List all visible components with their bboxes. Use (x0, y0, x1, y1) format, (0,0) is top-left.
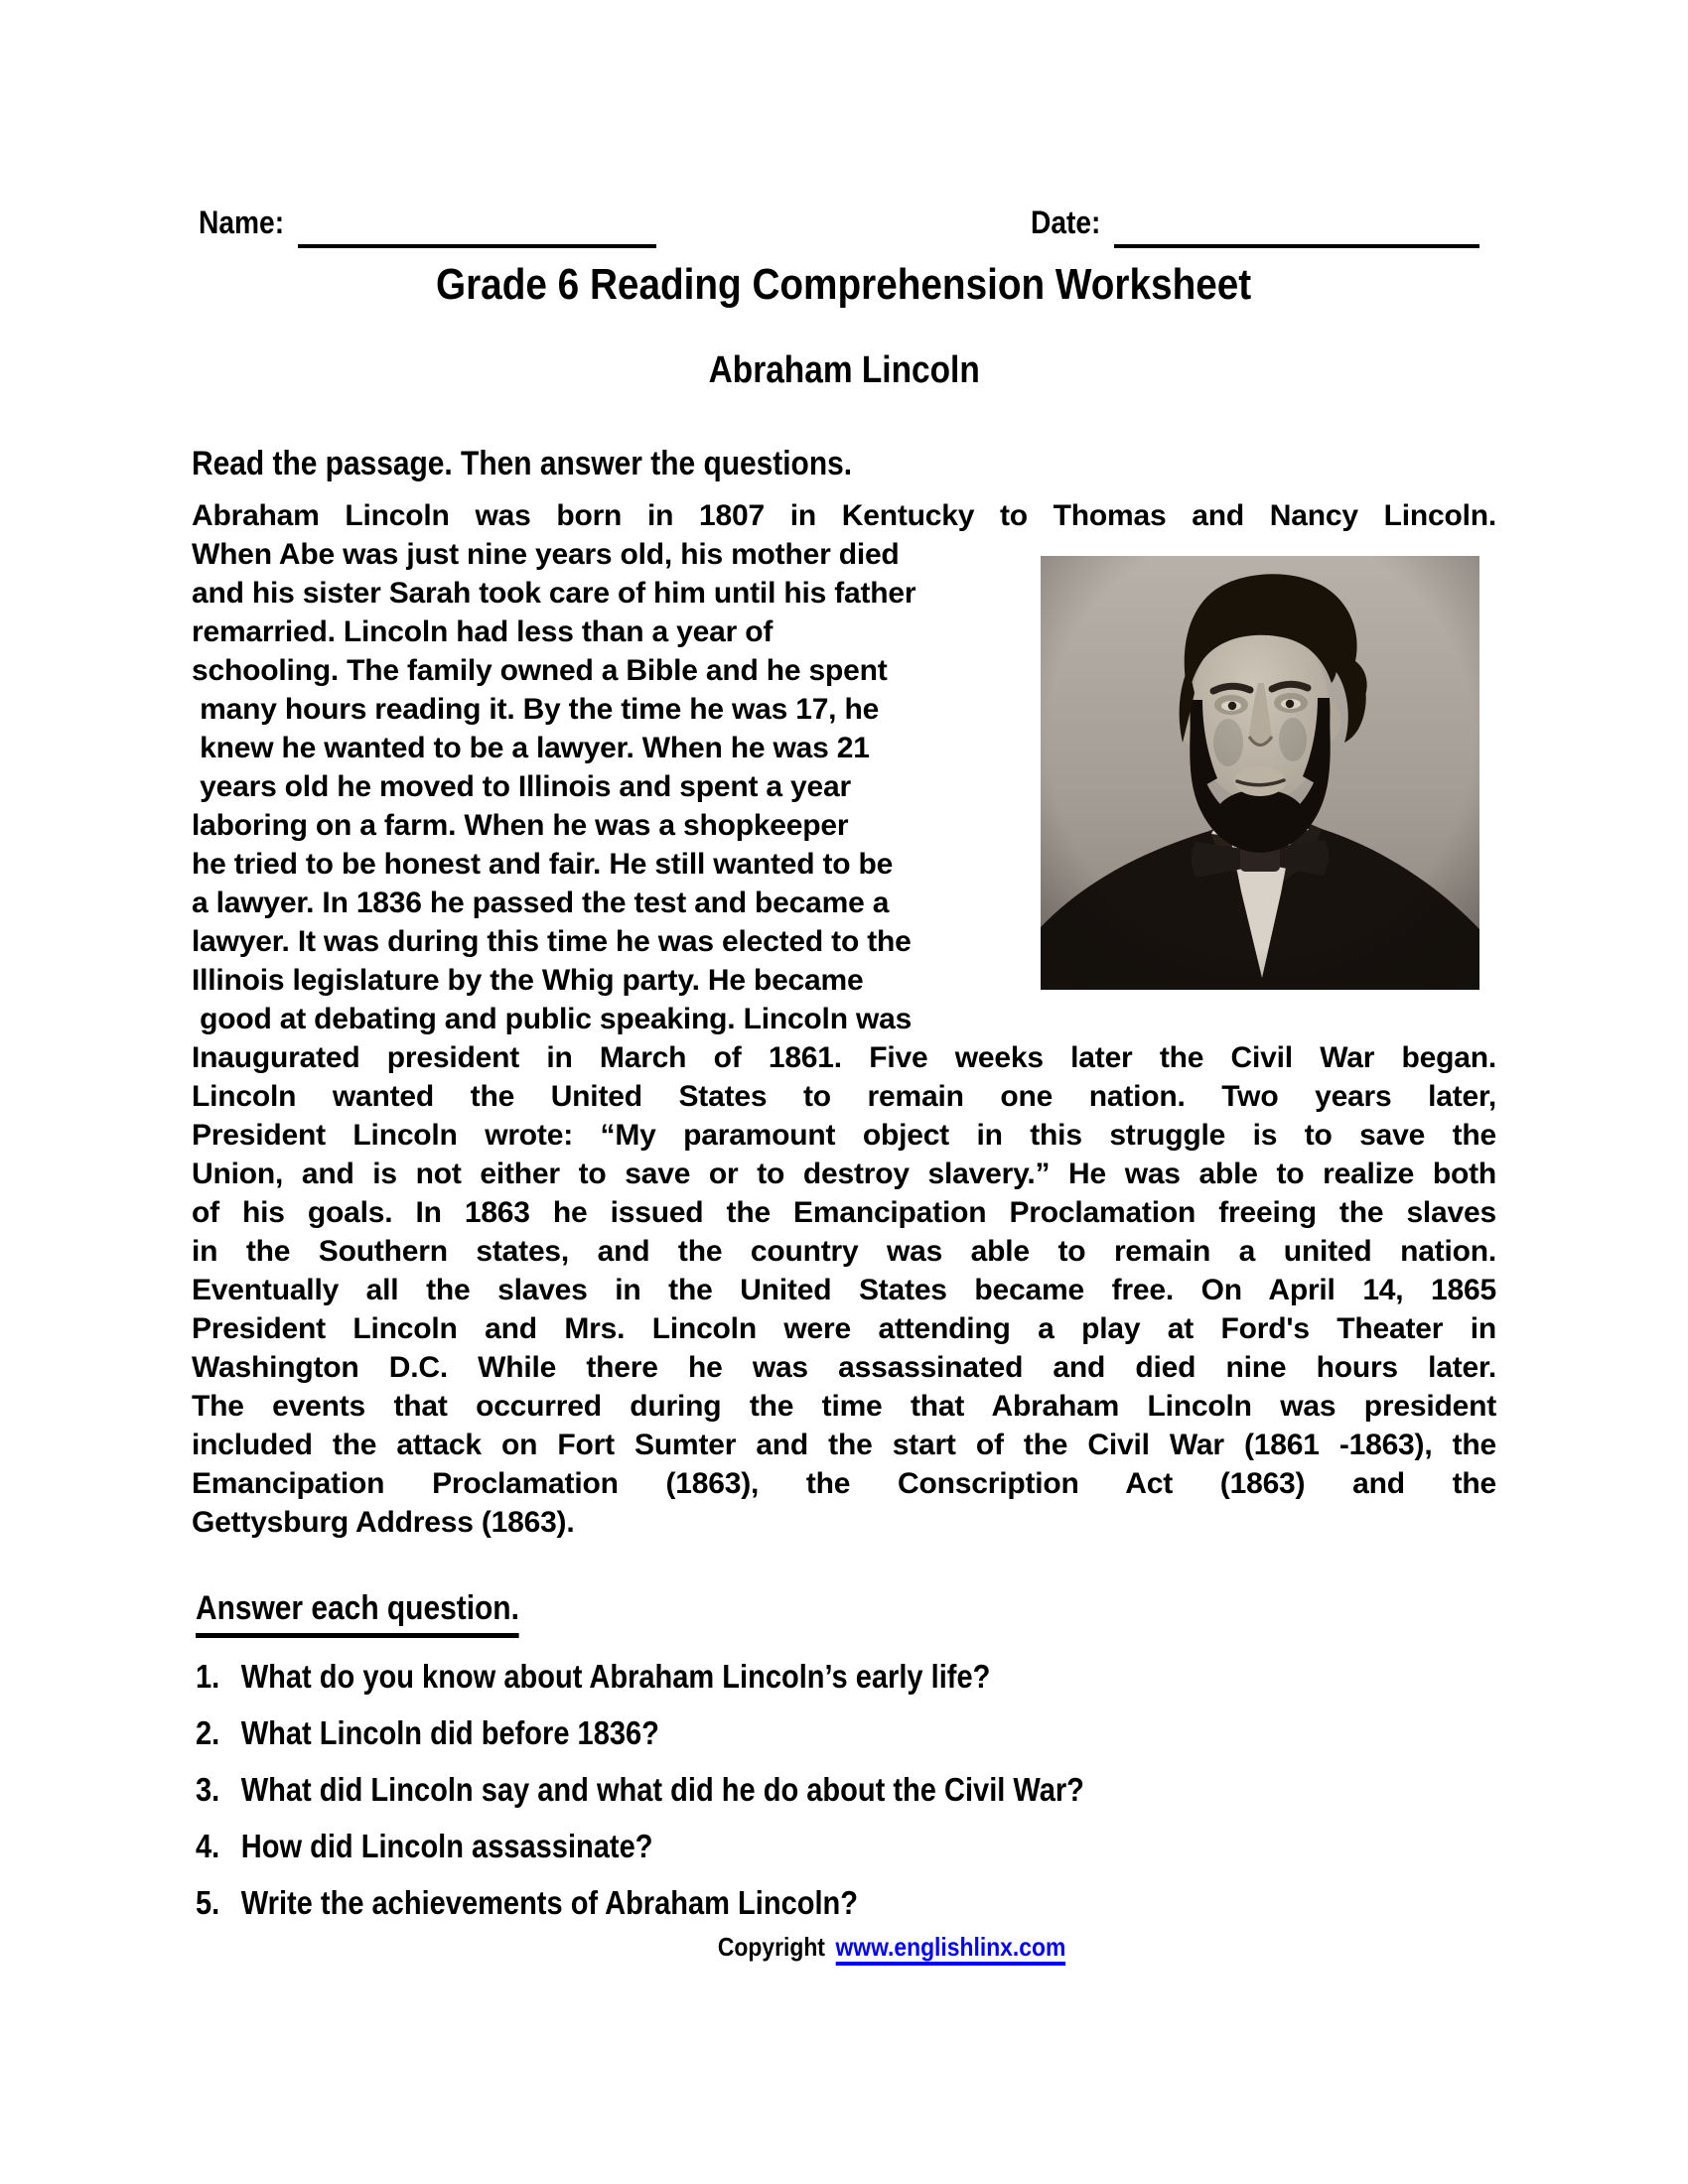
passage-line: he tried to be honest and fair. He still wanted to be (192, 848, 894, 881)
title-row (0, 260, 1688, 310)
passage-line: Lincoln wanted the United States to remain one nation. Two years later, (192, 1080, 1496, 1113)
question-text: How did Lincoln assassinate? (240, 1828, 653, 1864)
name-field-group (199, 205, 296, 241)
passage-line: good at debating and public speaking. Lincoln was (192, 1003, 913, 1035)
passage-line: many hours reading it. By the time he was 17, he (192, 693, 880, 726)
passage-line: lawyer. It was during this time he was elected to the (192, 925, 912, 958)
passage-line: laboring on a farm. When he was a shopkeeper (192, 809, 849, 842)
instructions-text: Read the passage. Then answer the questions. (192, 445, 853, 482)
question-1 (196, 1658, 1098, 1696)
question-4 (196, 1828, 715, 1865)
passage-line: President Lincoln and Mrs. Lincoln were attending a play at Ford's Theater in (192, 1312, 1496, 1345)
question-5 (196, 1884, 948, 1922)
question-text: What do you know about Abraham Lincoln’s early life? (240, 1658, 991, 1695)
name-blank-line (298, 212, 656, 248)
footer (48, 1932, 1688, 1963)
page-subtitle: Abraham Lincoln (708, 349, 980, 391)
question-3 (196, 1771, 1205, 1809)
copyright-label: Copyright (717, 1932, 825, 1962)
passage-line: Washington D.C. While there he was assassinated and died nine hours later. (192, 1351, 1496, 1384)
question-text: What Lincoln did before 1836? (240, 1714, 659, 1751)
passage-line: The events that occurred during the time that Abraham Lincoln was president (192, 1390, 1496, 1423)
question-text: What did Lincoln say and what did he do about the Civil War? (240, 1771, 1084, 1808)
subtitle-row (0, 349, 1688, 392)
passage-line: years old he moved to Illinois and spent a year (192, 770, 851, 803)
passage-line: Inaugurated president in March of 1861. Five weeks later the Civil War began. (192, 1041, 1496, 1074)
passage-line: in the Southern states, and the country was able to remain a united nation. (192, 1235, 1496, 1268)
date-label: Date: (1031, 205, 1101, 240)
lincoln-portrait (1041, 556, 1479, 990)
passage-line: Gettysburg Address (1863). (192, 1506, 575, 1539)
passage-line: Illinois legislature by the Whig party. He became (192, 964, 864, 997)
question-number: 2. (196, 1714, 220, 1751)
passage-line: remarried. Lincoln had less than a year of (192, 615, 774, 648)
answer-header-text: Answer each question. (196, 1589, 519, 1638)
passage-line: schooling. The family owned a Bible and he spent (192, 654, 888, 687)
passage-line: Abraham Lincoln was born in 1807 in Kentucky to Thomas and Nancy Lincoln. (192, 499, 1496, 532)
name-label: Name: (199, 205, 285, 240)
passage-line: Eventually all the slaves in the United States became free. On April 14, 1865 (192, 1274, 1496, 1306)
passage-line: knew he wanted to be a lawyer. When he was 21 (192, 732, 870, 764)
englishlinx-link[interactable]: www.englishlinx.com (835, 1932, 1065, 1966)
lincoln-photo (1041, 556, 1479, 990)
date-blank-line (1114, 212, 1479, 248)
passage-line: Union, and is not either to save or to destroy slavery.” He was able to realize both (192, 1158, 1496, 1190)
page-title: Grade 6 Reading Comprehension Worksheet (436, 260, 1252, 309)
question-number: 3. (196, 1771, 220, 1808)
passage-line: of his goals. In 1863 he issued the Emancipation Proclamation freeing the slaves (192, 1196, 1496, 1229)
passage-line: a lawyer. In 1836 he passed the test and became a (192, 887, 890, 919)
question-number: 5. (196, 1884, 220, 1921)
answer-section-header (196, 1589, 563, 1638)
date-field-group (1031, 205, 1110, 241)
passage-line: When Abe was just nine years old, his mother died (192, 538, 900, 571)
instructions-row (192, 445, 942, 483)
question-number: 4. (196, 1828, 220, 1864)
question-text: Write the achievements of Abraham Lincoln? (240, 1884, 859, 1921)
question-2 (196, 1714, 723, 1752)
passage-line: President Lincoln wrote: “My paramount object in this struggle is to save the (192, 1119, 1496, 1152)
passage-line: Emancipation Proclamation (1863), the Conscription Act (1863) and the (192, 1467, 1496, 1500)
question-number: 1. (196, 1658, 220, 1695)
passage-line: and his sister Sarah took care of him until his father (192, 577, 916, 610)
passage-line: included the attack on Fort Sumter and the start of the Civil War (1861 -1863), the (192, 1429, 1496, 1461)
